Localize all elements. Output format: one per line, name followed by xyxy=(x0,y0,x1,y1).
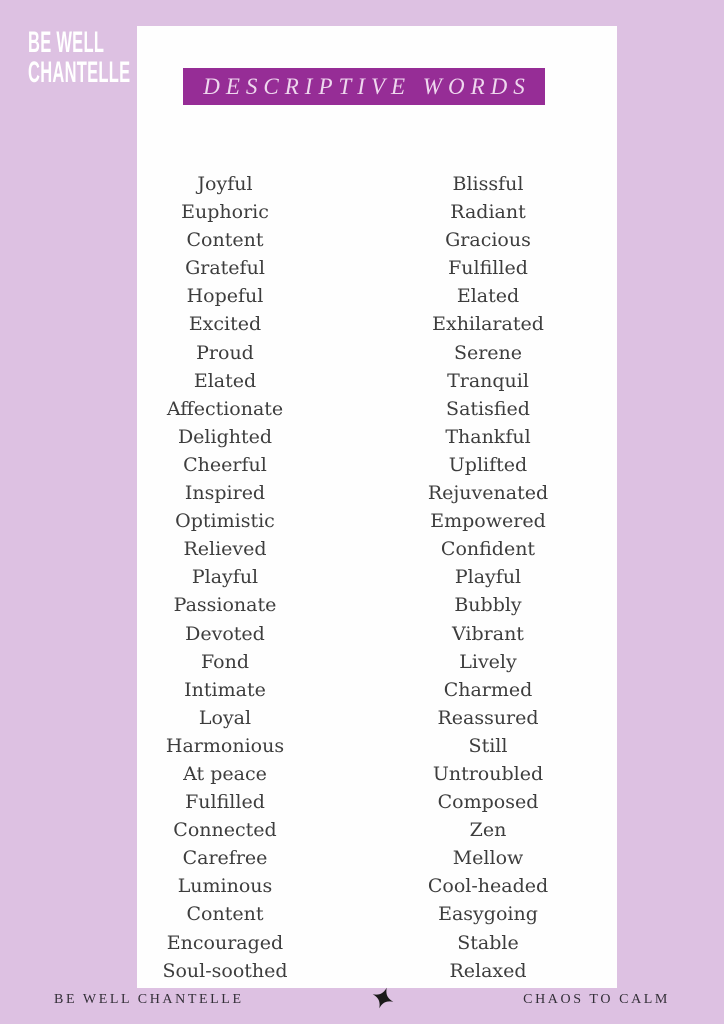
word-item: Fulfilled xyxy=(185,791,265,814)
word-item: Carefree xyxy=(182,847,268,870)
word-item: Mellow xyxy=(452,847,524,870)
word-item: Affectionate xyxy=(166,397,284,420)
word-item: Blissful xyxy=(452,173,524,195)
logo-line-1: BE WELL xyxy=(28,26,105,59)
word-item: Relieved xyxy=(183,538,267,561)
word-item: Elated xyxy=(456,285,520,308)
word-item: Delighted xyxy=(177,425,273,448)
word-item: Harmonious xyxy=(165,734,285,757)
word-item: Vibrant xyxy=(452,622,524,645)
word-item: Bubbly xyxy=(454,594,522,617)
word-item: Serene xyxy=(453,341,523,364)
logo-line-2: CHANTELLE xyxy=(28,56,131,89)
word-item: Hopeful xyxy=(186,285,264,308)
word-item: Loyal xyxy=(198,706,252,729)
word-item: Connected xyxy=(173,819,277,842)
word-item: Content xyxy=(186,229,264,252)
word-item: Tranquil xyxy=(447,369,529,392)
word-item: Grateful xyxy=(185,257,265,280)
footer xyxy=(0,985,724,1015)
word-item: Encouraged xyxy=(166,931,284,954)
word-item: Radiant xyxy=(450,201,526,224)
word-item: Cheerful xyxy=(183,453,267,476)
page-title: DESCRIPTIVE WORDS xyxy=(203,73,531,99)
word-item: Untroubled xyxy=(432,762,544,785)
word-item: Stable xyxy=(457,931,519,954)
word-item: Inspired xyxy=(184,482,266,505)
word-item: Passionate xyxy=(173,594,277,617)
word-item: Gracious xyxy=(445,229,531,252)
sparkle-star-icon xyxy=(369,984,397,1012)
word-column-left xyxy=(137,170,313,985)
word-item: Relaxed xyxy=(449,959,527,982)
word-item: Empowered xyxy=(430,510,546,533)
word-item: Easygoing xyxy=(438,903,538,926)
word-item: At peace xyxy=(183,762,267,785)
word-item: Fond xyxy=(201,650,249,673)
brand-logo xyxy=(28,28,130,88)
word-item: Devoted xyxy=(185,622,265,645)
word-item: Luminous xyxy=(177,875,273,898)
word-item: Proud xyxy=(196,341,254,364)
word-item: Confident xyxy=(440,538,536,561)
title-banner xyxy=(183,68,545,105)
word-item: Joyful xyxy=(197,173,253,195)
word-item: Fulfilled xyxy=(448,257,528,280)
word-item: Cool-headed xyxy=(427,875,549,898)
word-item: Playful xyxy=(191,566,259,589)
word-item: Playful xyxy=(454,566,522,589)
word-item: Lively xyxy=(459,650,517,673)
word-item: Excited xyxy=(188,313,262,336)
word-item: Exhilarated xyxy=(432,313,544,336)
word-item: Intimate xyxy=(184,678,266,701)
word-item: Rejuvenated xyxy=(427,482,549,505)
content-card xyxy=(137,26,617,988)
word-item: Still xyxy=(468,734,508,757)
word-item: Satisfied xyxy=(446,397,530,420)
word-column-right xyxy=(400,170,576,985)
word-item: Euphoric xyxy=(181,201,269,224)
word-item: Content xyxy=(186,903,264,926)
word-item: Elated xyxy=(193,369,257,392)
word-item: Charmed xyxy=(443,678,533,701)
word-item: Composed xyxy=(437,791,539,814)
word-item: Thankful xyxy=(445,425,531,448)
word-item: Zen xyxy=(469,819,507,842)
footer-right-text: CHAOS TO CALM xyxy=(523,992,670,1007)
word-item: Soul-soothed xyxy=(162,959,288,982)
footer-left-text: BE WELL CHANTELLE xyxy=(54,992,244,1007)
word-item: Optimistic xyxy=(175,510,275,533)
word-item: Reassured xyxy=(437,706,539,729)
word-item: Uplifted xyxy=(448,453,528,476)
